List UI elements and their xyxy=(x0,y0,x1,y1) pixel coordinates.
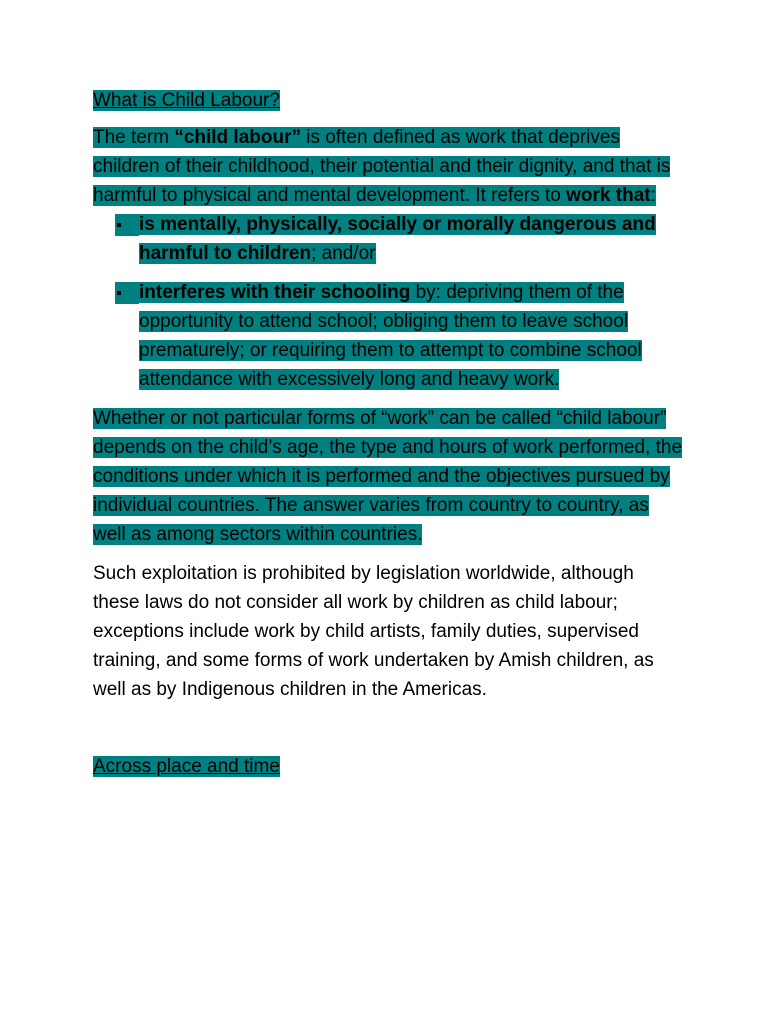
exploitation-text: Such exploitation is prohibited by legislation worldwide, although these laws do not consider all work by children as child labour; exceptions include work by child artists, family duties, supervised training, and some forms of work undertaken by Amish children, as well as by Indigenous children in the Americas. xyxy=(93,563,654,700)
definition-colon: : xyxy=(650,185,656,206)
list-item-rest: by: depriving them of the opportunity to attend school; obliging them to leave school prematurely; or requiring them to attempt to combine school attendance with excessively long and heavy work. xyxy=(139,282,642,390)
list-item xyxy=(93,210,683,268)
forms-of-work-text: Whether or not particular forms of “work” can be called “child labour” depends on the child’s age, the type and hours of work performed, the conditions under which it is performed and the objectives pursued by individual countries. The answer varies from country to country, as well as among sectors within countries. xyxy=(93,408,683,545)
list-item xyxy=(93,278,683,394)
list-item-text xyxy=(139,214,656,264)
forms-of-work-paragraph xyxy=(93,404,683,549)
bullet-icon xyxy=(115,278,139,307)
bullet-icon xyxy=(115,210,139,239)
list-item-rest: ; and/or xyxy=(311,243,376,264)
heading-text: What is Child Labour? xyxy=(93,90,280,111)
definition-paragraph xyxy=(93,123,683,210)
definition-term: “child labour” xyxy=(174,127,301,148)
list-item-text xyxy=(139,282,642,390)
section-heading-across-place-and-time xyxy=(93,752,683,781)
document-page xyxy=(93,86,683,781)
definition-pre: The term xyxy=(93,127,175,148)
list-item-bold: is mentally, physically, socially or morally dangerous and harmful to children xyxy=(139,214,656,264)
section-heading-what-is-child-labour xyxy=(93,86,683,115)
definition-bold-end: work that xyxy=(566,185,651,206)
exploitation-paragraph xyxy=(93,559,683,704)
definition-text xyxy=(93,127,670,206)
definition-mid: is often defined as work that deprives children of their childhood, their potential and their dignity, and that is harmful to physical and mental development. It refers to xyxy=(93,127,671,206)
bullet-list xyxy=(93,210,683,394)
heading-text: Across place and time xyxy=(93,756,280,777)
list-item-bold: interferes with their schooling xyxy=(139,282,411,303)
